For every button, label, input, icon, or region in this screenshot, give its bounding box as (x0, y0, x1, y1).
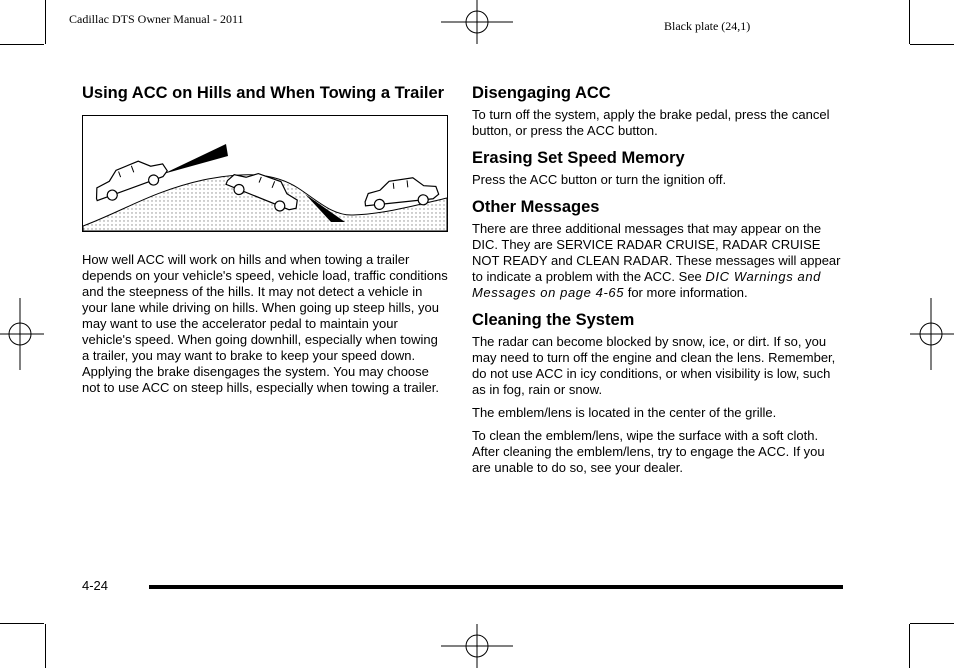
body-paragraph: The emblem/lens is located in the center of the grille. (472, 405, 777, 420)
footer-rule (149, 585, 843, 589)
hills-illustration (82, 115, 448, 232)
left-column (82, 84, 448, 396)
right-column (472, 84, 842, 476)
body-paragraph: Press the ACC button or turn the ignition off. (472, 172, 727, 187)
body-paragraph: How well ACC will work on hills and when towing a trailer depends on your vehicle's speed, vehicle load, traffic conditions and the steepness of the hills. It may not detect a vehicle in your lane while driving on hills. When going up steep hills, you may want to use the accelerator pedal to maintain your vehicle's speed. When going downhill, especially when towing a trailer, you may want to brake to keep your speed down. Applying the brake disengages the system. You may choose not to use ACC on steep hills, especially when towing a trailer. (82, 252, 448, 395)
section-heading: Cleaning the System (472, 311, 635, 329)
section-heading: Using ACC on Hills and When Towing a Trailer (82, 84, 445, 102)
plate-label: Black plate (24,1) (664, 19, 751, 33)
body-paragraph: To clean the emblem/lens, wipe the surface with a soft cloth. After cleaning the emblem/lens, try to engage the ACC. If you are unable to do so, see your dealer. (472, 428, 825, 475)
body-paragraph: The radar can become blocked by snow, ice, or dirt. If so, you may need to turn off the engine and clean the lens. Remember, do not use ACC in icy conditions, or when visibility is low, such as in fog, rain or snow. (472, 334, 836, 397)
cross-reference-link[interactable]: DIC Warnings and Messages on page 4-65 (472, 269, 821, 300)
manual-title: Cadillac DTS Owner Manual - 2011 (69, 12, 244, 26)
section-heading: Erasing Set Speed Memory (472, 149, 685, 167)
page-number: 4-24 (82, 578, 109, 593)
body-paragraph: To turn off the system, apply the brake pedal, press the cancel button, or press the ACC button. (472, 107, 830, 138)
section-heading: Other Messages (472, 198, 600, 216)
radar-beam-icon (163, 144, 228, 174)
section-heading: Disengaging ACC (472, 84, 611, 102)
body-paragraph: There are three additional messages that may appear on the DIC. They are SERVICE RADAR CRUISE, RADAR CRUISE NOT READY and CLEAN RADAR. These messages will appear to indicate a problem with the ACC. See DIC Warnings and Messages on page 4-65 for more information. (472, 221, 841, 300)
